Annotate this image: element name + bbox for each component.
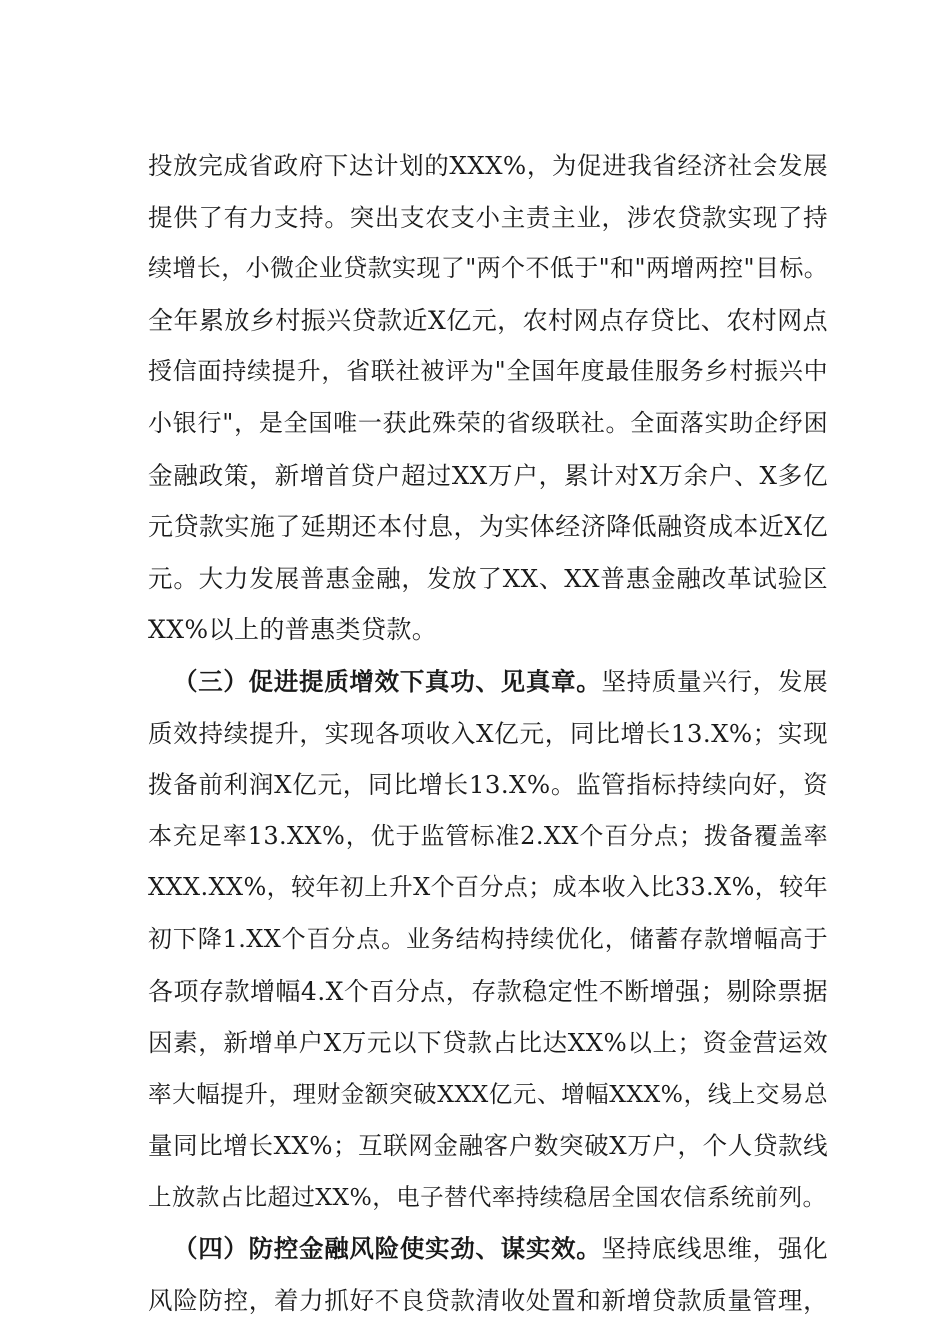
paragraph-2-line: 拨备前利润X亿元，同比增长13.X%。监管指标持续向好，资 — [148, 770, 828, 800]
paragraph-1-line: 提供了有力支持。突出支农支小主责主业，涉农贷款实现了持 — [148, 202, 828, 232]
paragraph-2-line: 本充足率13.XX%，优于监管标准2.XX个百分点；拨备覆盖率 — [148, 821, 828, 850]
paragraph-2-line: 率大幅提升，理财金额突破XXX亿元、增幅XXX%，线上交易总 — [148, 1079, 828, 1108]
paragraph-1-line: 全年累放乡村振兴贷款近X亿元，农村网点存贷比、农村网点 — [148, 305, 828, 335]
paragraph-3-first-line-text: 坚持底线思维，强化 — [601, 1234, 828, 1264]
paragraph-3-first-line — [148, 1223, 828, 1275]
paragraph-2-line: 量同比增长XX%；互联网金融客户数突破X万户，个人贷款线 — [148, 1131, 828, 1161]
paragraph-1-line: 金融政策，新增首贷户超过XX万户，累计对X万余户、X多亿 — [148, 460, 828, 490]
paragraph-2-line: 初下降1.XX个百分点。业务结构持续优化，储蓄存款增幅高于 — [148, 924, 828, 953]
section-heading-3: （三）促进提质增效下真功、见真章。 — [173, 666, 602, 696]
document-body — [148, 140, 828, 1327]
paragraph-3-line: 风险防控，着力抓好不良贷款清收处置和新增贷款质量管理， — [148, 1286, 828, 1316]
paragraph-1-line: 元。大力发展普惠金融，发放了XX、XX普惠金融改革试验区 — [148, 563, 828, 593]
paragraph-2-line: XXX.XX%，较年初上升X个百分点；成本收入比33.X%，较年 — [148, 873, 828, 902]
paragraph-1-line: 小银行"，是全国唯一获此殊荣的省级联社。全面落实助企纾困 — [148, 408, 828, 437]
paragraph-1-line: 续增长，小微企业贷款实现了"两个不低于"和"两增两控"目标。 — [148, 254, 829, 283]
paragraph-2-line: 质效持续提升，实现各项收入X亿元，同比增长13.X%；实现 — [148, 718, 828, 748]
paragraph-2-line: 各项存款增幅4.X个百分点，存款稳定性不断增强；剔除票据 — [148, 976, 828, 1006]
section-heading-4: （四）防控金融风险使实劲、谋实效。 — [173, 1234, 602, 1264]
paragraph-2-first-line-text: 坚持质量兴行，发展 — [601, 666, 828, 696]
paragraph-1-line: XX%以上的普惠类贷款。 — [148, 615, 438, 645]
paragraph-2-line: 因素，新增单户X万元以下贷款占比达XX%以上；资金营运效 — [148, 1028, 828, 1058]
paragraph-2-first-line — [148, 656, 828, 708]
paragraph-1-line: 投放完成省政府下达计划的XXX%，为促进我省经济社会发展 — [148, 151, 828, 180]
paragraph-2-line: 上放款占比超过XX%，电子替代率持续稳居全国农信系统前列。 — [148, 1182, 827, 1211]
paragraph-1-line: 元贷款实施了延期还本付息，为实体经济降低融资成本近X亿 — [148, 512, 828, 542]
paragraph-1-line: 授信面持续提升，省联社被评为"全国年度最佳服务乡村振兴中 — [148, 357, 828, 386]
